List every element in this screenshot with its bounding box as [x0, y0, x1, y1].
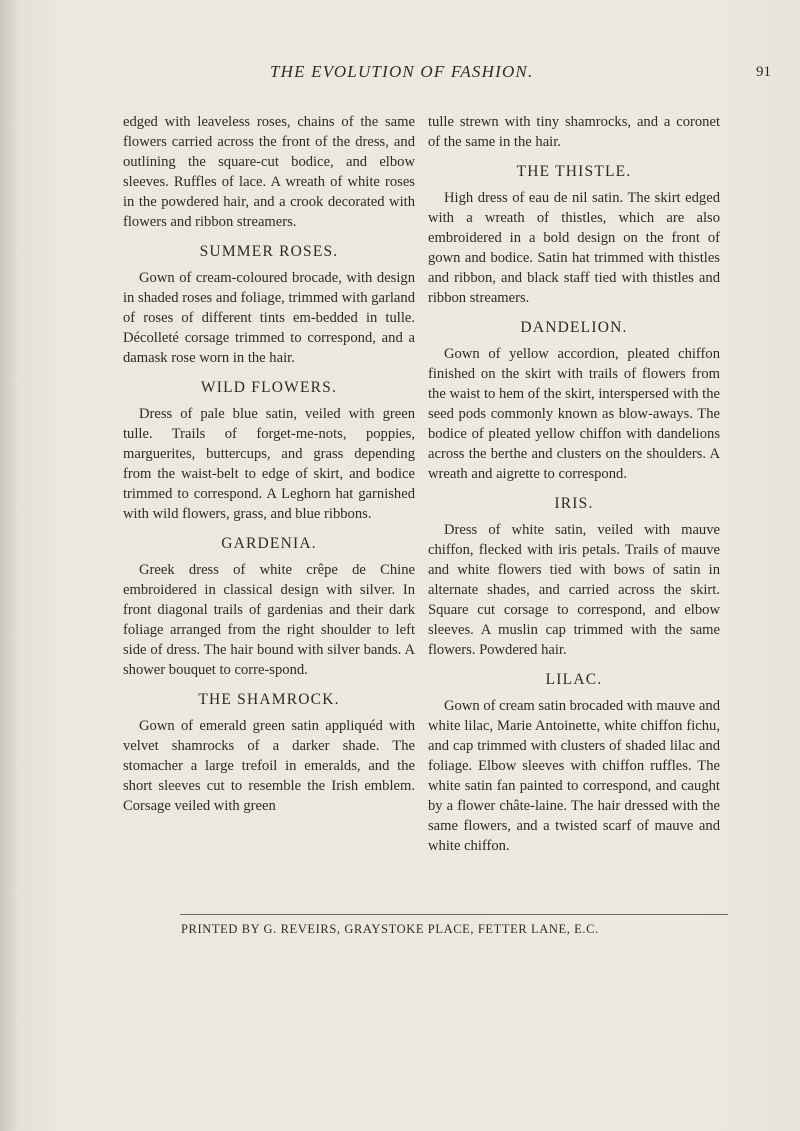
entry-heading: GARDENIA.	[221, 535, 317, 552]
printer-imprint: PRINTED BY G. REVEIRS, GRAYSTOKE PLACE, FETTER LANE, E.C.	[181, 922, 599, 936]
entry-heading: DANDELION.	[520, 319, 628, 336]
entry-description: High dress of eau de nil satin. The skirt edged with a wreath of thistles, which are also embroidered in a bold design on the front of gown and bodice. Satin hat trimmed with thistles and ribbon, and black staff tied with thistles and ribbon streamers.	[428, 190, 720, 306]
entry-wild-flowers	[123, 378, 415, 524]
left-column	[123, 112, 415, 816]
entry-lilac	[428, 670, 720, 856]
running-head	[0, 62, 800, 88]
entry-the-shamrock	[123, 690, 415, 816]
entry-description: Dress of white satin, veiled with mauve chiffon, flecked with iris petals. Trails of mauve and white flowers tied with bows of satin in alternate shades, and carried across the skirt. Square cut corsage to correspond, and elbow sleeves. A muslin cap trimmed with the same flowers. Powdered hair.	[428, 522, 720, 658]
continued-paragraph: tulle strewn with tiny shamrocks, and a coronet of the same in the hair.	[428, 114, 720, 150]
right-column	[428, 112, 720, 856]
entry-description: Dress of pale blue satin, veiled with green tulle. Trails of forget-me-nots, poppies, marguerites, buttercups, and grass depending from the waist-belt to edge of skirt, and bodice trimmed to correspond. A Leghorn hat garnished with wild flowers, grass, and blue ribbons.	[123, 406, 415, 522]
page-number: 91	[756, 64, 771, 80]
entry-gardenia	[123, 534, 415, 680]
entry-description: Greek dress of white crêpe de Chine embroidered in classical design with silver. In front diagonal trails of gardenias and their dark foliage arranged from the right shoulder to left side of dress. The hair bound with silver bands. A shower bouquet to corre-spond.	[123, 562, 415, 678]
entry-heading: WILD FLOWERS.	[200, 379, 338, 396]
entry-heading: SUMMER ROSES.	[199, 243, 339, 260]
entry-heading: LILAC.	[545, 671, 603, 688]
entry-description: Gown of cream satin brocaded with mauve and white lilac, Marie Antoinette, white chiffon fichu, and cap trimmed with clusters of shaded lilac and foliage. Elbow sleeves with chiffon ruffles. The white satin fan painted to correspond, and caught by a flower châte-laine. The hair dressed with the same flowers, and a twisted scarf of mauve and white chiffon.	[428, 698, 720, 854]
footer-rule	[180, 914, 728, 915]
entry-heading: IRIS.	[554, 495, 594, 512]
entry-description: Gown of emerald green satin appliquéd with velvet shamrocks of a darker shade. The stomacher a large trefoil in emeralds, and the short sleeves cut to resemble the Irish emblem. Corsage veiled with green	[123, 718, 415, 814]
entry-description: Gown of cream-coloured brocade, with design in shaded roses and foliage, trimmed with garland of roses of different tints em-bedded in tulle. Décolleté corsage trimmed to correspond, and a damask rose worn in the hair.	[123, 270, 415, 366]
entry-the-thistle	[428, 162, 720, 308]
entry-heading: THE THISTLE.	[516, 163, 632, 180]
continued-paragraph: edged with leaveless roses, chains of the same flowers carried across the front of the dress, and outlining the square-cut bodice, and elbow sleeves. Ruffles of lace. A wreath of white roses in the powdered hair, and a crook decorated with flowers and ribbon streamers.	[123, 114, 415, 230]
entry-dandelion	[428, 318, 720, 484]
entry-summer-roses	[123, 242, 415, 368]
entry-description: Gown of yellow accordion, pleated chiffon finished on the skirt with trails of flowers from the waist to hem of the skirt, interspersed with the seed pods commonly known as blow-aways. The bodice of pleated yellow chiffon with dandelions across the berthe and clusters on the shoulders. A wreath and aigrette to correspond.	[428, 346, 720, 482]
running-title: THE EVOLUTION OF FASHION.	[270, 62, 534, 81]
entry-heading: THE SHAMROCK.	[198, 691, 340, 708]
entry-iris	[428, 494, 720, 660]
